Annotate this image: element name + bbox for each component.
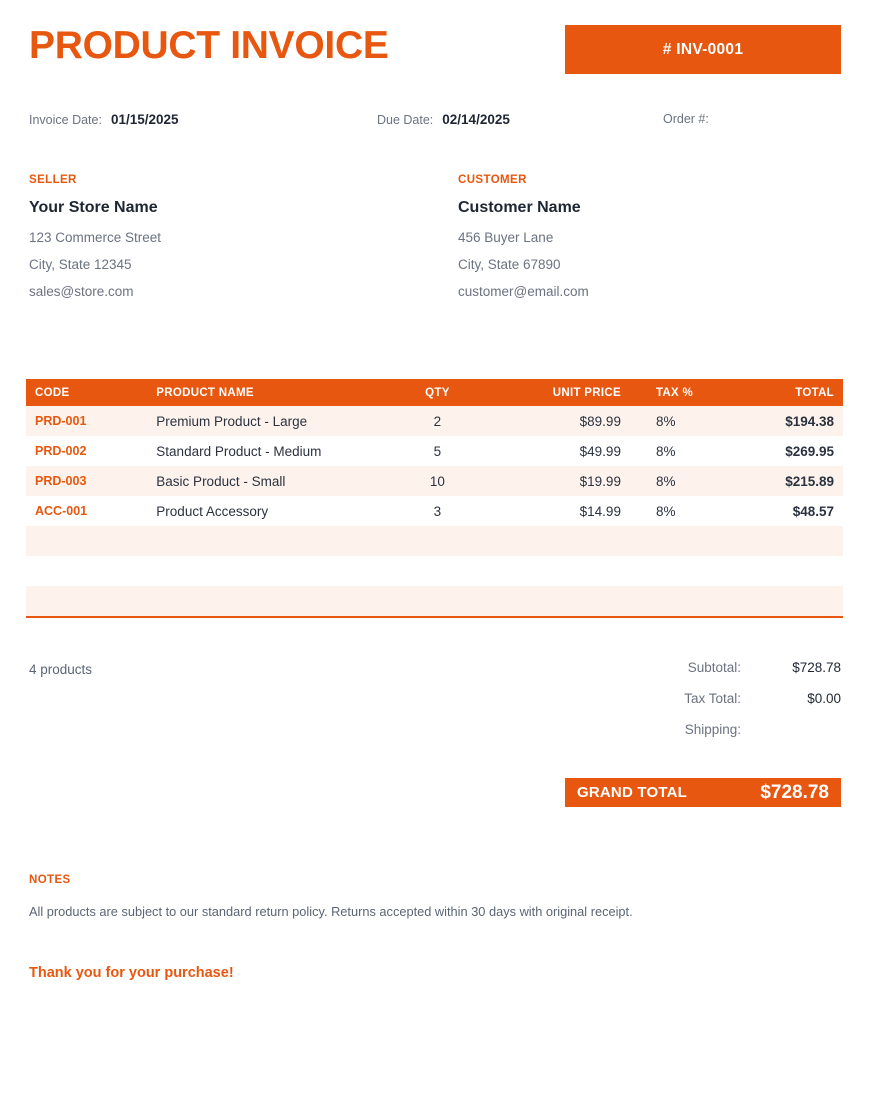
cell-empty [630, 586, 776, 617]
cell-tax: 8% [630, 496, 776, 526]
table-row [26, 496, 843, 526]
due-date-group [377, 112, 510, 127]
cell-empty [776, 526, 843, 556]
subtotal-label: Subtotal: [687, 660, 741, 675]
table-row [26, 466, 843, 496]
cell-product-name: Basic Product - Small [147, 466, 391, 496]
customer-name: Customer Name [458, 199, 581, 216]
cell-empty [26, 556, 147, 586]
invoice-number-badge: # INV-0001 [565, 25, 841, 74]
cell-code: ACC-001 [26, 496, 147, 526]
invoice-meta-row [29, 112, 841, 132]
cell-empty [392, 556, 499, 586]
cell-total: $215.89 [776, 466, 843, 496]
totals-block [541, 660, 841, 753]
grand-total-label: GRAND TOTAL [577, 784, 687, 801]
cell-qty: 5 [392, 436, 499, 466]
cell-qty: 3 [392, 496, 499, 526]
cell-empty [630, 556, 776, 586]
line-items-header [26, 379, 843, 406]
shipping-label: Shipping: [684, 722, 741, 737]
cell-empty [776, 556, 843, 586]
cell-code: PRD-002 [26, 436, 147, 466]
cell-qty: 10 [392, 466, 499, 496]
parties-section [29, 174, 841, 324]
seller-email: sales@store.com [29, 284, 134, 299]
line-items-body [26, 406, 843, 617]
cell-empty [498, 556, 630, 586]
cell-product-name: Premium Product - Large [147, 406, 391, 436]
table-empty-row [26, 526, 843, 556]
cell-code: PRD-001 [26, 406, 147, 436]
product-count-label: 4 products [29, 662, 93, 677]
invoice-date-value: 01/15/2025 [110, 112, 179, 127]
cell-total: $269.95 [776, 436, 843, 466]
cell-code: PRD-003 [26, 466, 147, 496]
cell-unit-price: $89.99 [498, 406, 630, 436]
seller-name: Your Store Name [29, 199, 158, 216]
customer-address-line-1: 456 Buyer Lane [458, 230, 554, 245]
cell-unit-price: $19.99 [498, 466, 630, 496]
grand-total-bar [565, 778, 841, 807]
seller-block [29, 174, 161, 311]
subtotal-row [541, 660, 841, 691]
due-date-value: 02/14/2025 [442, 112, 510, 127]
column-header-tax: TAX % [630, 379, 776, 406]
line-items-table [26, 379, 843, 618]
table-empty-row [26, 556, 843, 586]
column-header-unit-price: UNIT PRICE [498, 379, 630, 406]
invoice-date-label: Invoice Date: [29, 113, 102, 127]
customer-heading: CUSTOMER [458, 174, 527, 186]
shipping-row [541, 722, 841, 753]
cell-tax: 8% [630, 466, 776, 496]
customer-address-line-2: City, State 67890 [458, 257, 561, 272]
cell-unit-price: $14.99 [498, 496, 630, 526]
table-empty-row [26, 586, 843, 617]
table-row [26, 406, 843, 436]
cell-total: $194.38 [776, 406, 843, 436]
cell-total: $48.57 [776, 496, 843, 526]
customer-email: customer@email.com [458, 284, 589, 299]
cell-empty [26, 586, 147, 617]
table-row [26, 436, 843, 466]
column-header-code: CODE [26, 379, 147, 406]
cell-empty [147, 556, 391, 586]
table-header-row [26, 379, 843, 406]
cell-empty [26, 526, 147, 556]
cell-qty: 2 [392, 406, 499, 436]
notes-body: All products are subject to our standard return policy. Returns accepted within 30 days with original receipt. [29, 904, 633, 919]
page-title: PRODUCT INVOICE [29, 24, 389, 67]
column-header-total: TOTAL [776, 379, 843, 406]
notes-section [29, 874, 841, 921]
tax-total-label: Tax Total: [684, 691, 741, 706]
customer-block [458, 174, 589, 311]
cell-empty [630, 526, 776, 556]
cell-empty [776, 586, 843, 617]
column-header-qty: QTY [392, 379, 499, 406]
cell-empty [147, 526, 391, 556]
order-number-label: Order #: [663, 112, 709, 126]
invoice-date-group [29, 112, 179, 127]
cell-empty [498, 526, 630, 556]
cell-unit-price: $49.99 [498, 436, 630, 466]
tax-total-value: $0.00 [807, 691, 841, 706]
tax-total-row [541, 691, 841, 722]
seller-heading: SELLER [29, 174, 77, 186]
notes-heading: NOTES [29, 874, 71, 886]
cell-tax: 8% [630, 436, 776, 466]
column-header-product-name: PRODUCT NAME [147, 379, 391, 406]
thank-you-message: Thank you for your purchase! [29, 965, 234, 981]
order-number-group [663, 112, 718, 126]
seller-address-line-1: 123 Commerce Street [29, 230, 162, 245]
cell-product-name: Standard Product - Medium [147, 436, 391, 466]
grand-total-value: $728.78 [760, 781, 829, 803]
subtotal-value: $728.78 [792, 660, 841, 675]
cell-empty [392, 586, 499, 617]
cell-empty [392, 526, 499, 556]
cell-empty [498, 586, 630, 617]
cell-tax: 8% [630, 406, 776, 436]
cell-product-name: Product Accessory [147, 496, 391, 526]
cell-empty [147, 586, 391, 617]
due-date-label: Due Date: [377, 113, 434, 127]
seller-address-line-2: City, State 12345 [29, 257, 132, 272]
invoice-header [29, 22, 841, 78]
